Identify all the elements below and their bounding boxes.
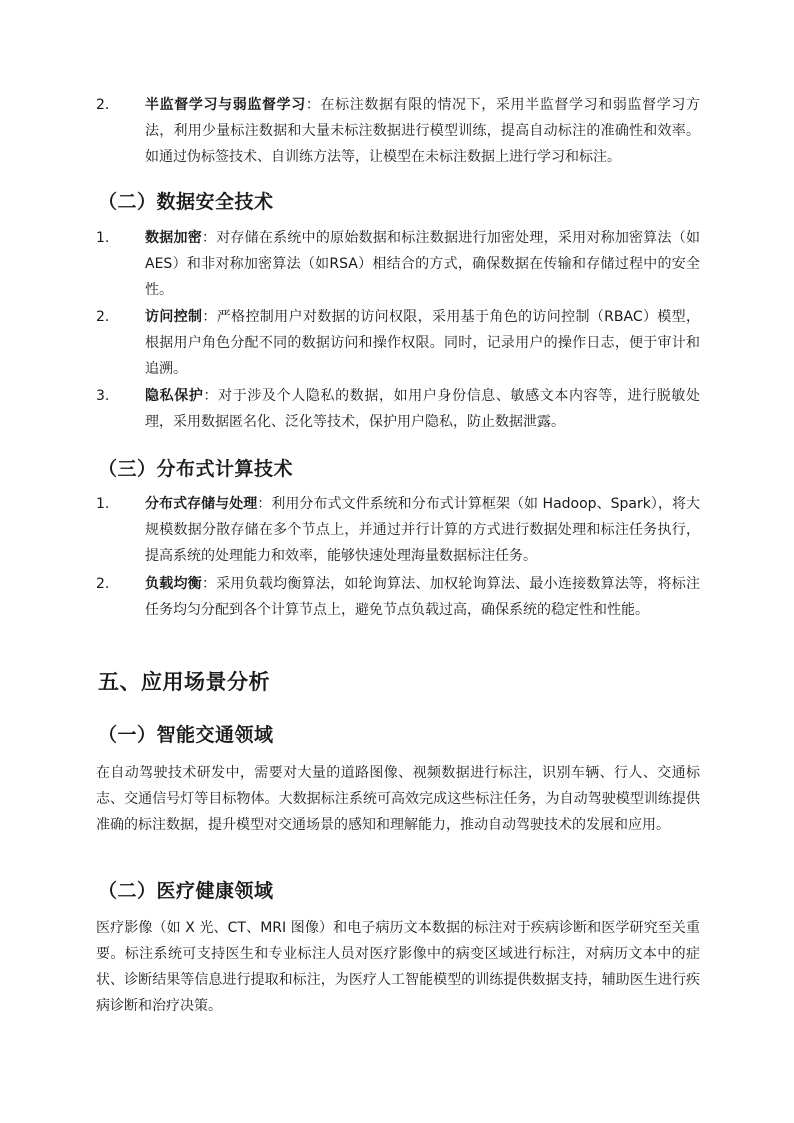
list-term: 负载均衡 <box>145 576 202 592</box>
section-heading: （一）智能交通领域 <box>98 724 274 746</box>
paragraph: 在自动驾驶技术研发中，需要对大量的道路图像、视频数据进行标注，识别车辆、行人、交通标志、交通信号灯等目标物体。大数据标注系统可高效完成这些标注任务，为自动驾驶模型训练提供准确的标注数据，提升模型对交通场景的感知和理解能力，推动自动驾驶技术的发展和应用。 <box>96 765 700 833</box>
list-term: 分布式存储与处理 <box>145 496 258 512</box>
list-term: 访问控制 <box>145 309 203 325</box>
section-heading: （二）医疗健康领域 <box>98 880 274 902</box>
section-heading: （三）分布式计算技术 <box>98 458 294 480</box>
list-item <box>96 225 700 303</box>
list-term: 隐私保护 <box>145 388 204 404</box>
list-item <box>96 491 700 569</box>
section-heading: （二）数据安全技术 <box>98 191 274 213</box>
list-description: ：在标注数据有限的情况下，采用半监督学习和弱监督学习方法，利用少量标注数据和大量未标注数据进行模型训练，提高自动标注的准确性和效率。如通过伪标签技术、自训练方法等，让模型在未标注数据上进行学习和标注。 <box>145 97 701 165</box>
list-description: ：严格控制用户对数据的访问权限，采用基于角色的访问控制（RBAC）模型，根据用户角色分配不同的数据访问和操作权限。同时，记录用户的操作日志，便于审计和追溯。 <box>145 309 701 377</box>
list-description: ：对于涉及个人隐私的数据，如用户身份信息、敏感文本内容等，进行脱敏处理，采用数据匿名化、泛化等技术，保护用户隐私，防止数据泄露。 <box>145 388 701 430</box>
list-item <box>96 92 700 170</box>
list-item <box>96 383 700 435</box>
list-number: 1. <box>96 230 110 246</box>
list-text <box>145 383 700 435</box>
list-item <box>96 304 700 382</box>
list-text <box>145 92 700 170</box>
list-number: 1. <box>96 496 110 512</box>
list-number: 2. <box>96 576 110 592</box>
list-description: ：采用负载均衡算法，如轮询算法、加权轮询算法、最小连接数算法等，将标注任务均匀分配到各个计算节点上，避免节点负载过高，确保系统的稳定性和性能。 <box>145 576 701 618</box>
list-term: 数据加密 <box>145 230 202 246</box>
paragraph: 医疗影像（如 X 光、CT、MRI 图像）和电子病历文本数据的标注对于疾病诊断和医学研究至关重要。标注系统可支持医生和专业标注人员对医疗影像中的病变区域进行标注，对病历文本中的症状、诊断结果等信息进行提取和标注，为医疗人工智能模型的训练提供数据支持，辅助医生进行疾病诊断和治疗决策。 <box>96 920 700 1014</box>
list-number: 2. <box>96 97 110 113</box>
list-text <box>145 304 700 382</box>
list-text <box>145 225 700 303</box>
list-number: 2. <box>96 309 110 325</box>
list-item <box>96 571 700 623</box>
list-number: 3. <box>96 388 110 404</box>
list-text <box>145 571 700 623</box>
list-term: 半监督学习与弱监督学习 <box>145 97 306 113</box>
chapter-heading: 五、应用场景分析 <box>98 670 270 694</box>
list-description: ：对存储在系统中的原始数据和标注数据进行加密处理，采用对称加密算法（如AES）和非对称加密算法（如RSA）相结合的方式，确保数据在传输和存储过程中的安全性。 <box>145 230 701 298</box>
list-text <box>145 491 700 569</box>
list-description: ：利用分布式文件系统和分布式计算框架（如 Hadoop、Spark），将大规模数据分散存储在多个节点上，并通过并行计算的方式进行数据处理和标注任务执行，提高系统的处理能力和效率，能够快速处理海量数据标注任务。 <box>145 496 701 564</box>
